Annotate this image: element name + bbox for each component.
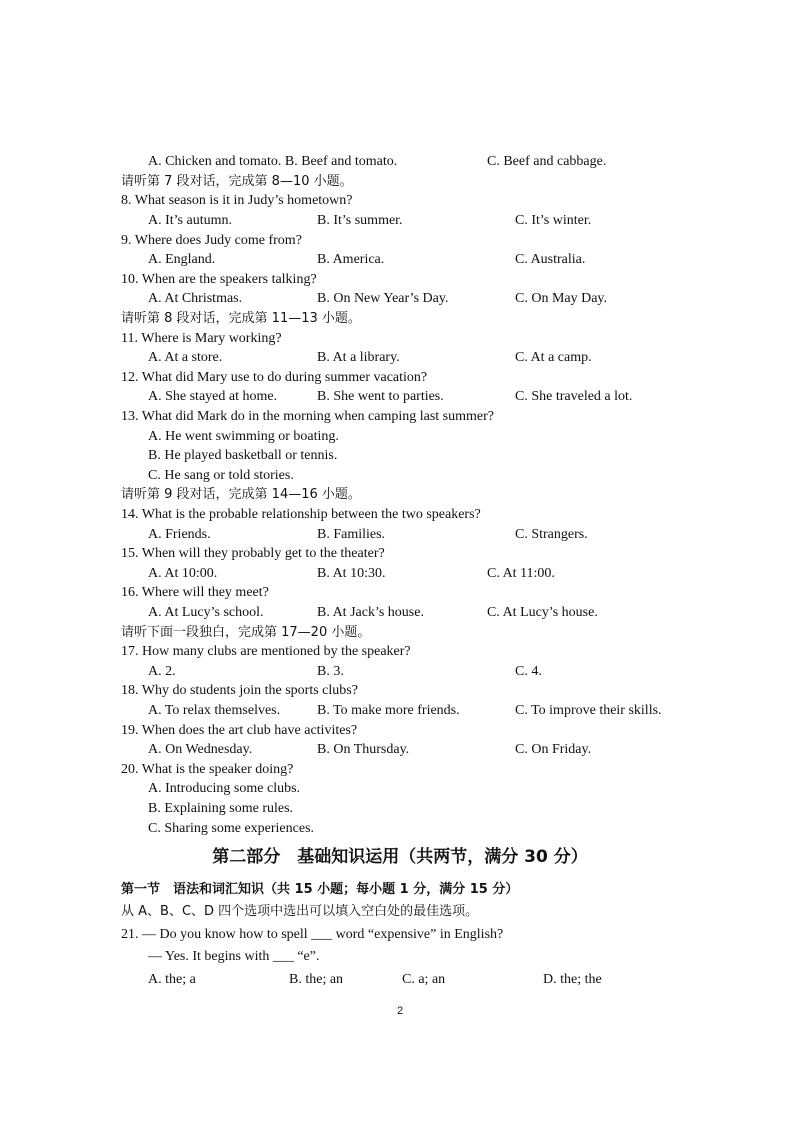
q13-option-a: A. He went swimming or boating. [148,429,339,444]
q16-option-b: B. At Jack’s house. [317,605,424,620]
q19-option-a: A. On Wednesday. [148,742,253,757]
q7-option-c: C. Beef and cabbage. [487,154,607,169]
q10-option-a: A. At Christmas. [148,291,243,306]
q19-option-c: C. On Friday. [515,742,592,757]
q14-option-c: C. Strangers. [515,527,588,542]
q21-option-b: B. the; an [289,972,344,987]
q15-option-c: C. At 11:00. [487,566,555,581]
q18-option-a: A. To relax themselves. [148,703,281,718]
q10-option-b: B. On New Year’s Day. [317,291,449,306]
q17-option-b: B. 3. [317,664,344,679]
section-one-title: 第一节 语法和词汇知识（共 15 小题；每小题 1 分，满分 15 分） [121,882,519,897]
q18-option-b: B. To make more friends. [317,703,460,718]
q16-option-c: C. At Lucy’s house. [487,605,598,620]
section-instruction-7: 请听第 7 段对话，完成第 8—10 小题。 [121,174,353,189]
q7-options-ab: A. Chicken and tomato. B. Beef and tomato. [148,154,398,169]
page-number: 2 [396,1005,404,1017]
question-19: 19. When does the art club have activites? [121,723,358,738]
question-14: 14. What is the probable relationship between the two speakers? [121,507,481,522]
q21-option-a: A. the; a [148,972,196,987]
question-8: 8. What season is it in Judy’s hometown? [121,193,353,208]
q11-option-c: C. At a camp. [515,350,592,365]
q20-option-b: B. Explaining some rules. [148,801,294,816]
q14-option-b: B. Families. [317,527,386,542]
q13-option-c: C. He sang or told stories. [148,468,294,483]
q14-option-a: A. Friends. [148,527,211,542]
q20-option-a: A. Introducing some clubs. [148,781,301,796]
question-17: 17. How many clubs are mentioned by the speaker? [121,644,411,659]
q12-option-b: B. She went to parties. [317,389,444,404]
q17-option-a: A. 2. [148,664,176,679]
q11-option-a: A. At a store. [148,350,223,365]
q21-response: — Yes. It begins with ___ “e”. [148,949,320,964]
question-12: 12. What did Mary use to do during summer vacation? [121,370,428,385]
question-15: 15. When will they probably get to the theater? [121,546,385,561]
q15-option-a: A. At 10:00. [148,566,218,581]
section-instruction-9: 请听第 9 段对话，完成第 14—16 小题。 [121,487,361,502]
question-13: 13. What did Mark do in the morning when camping last summer? [121,409,495,424]
q8-option-b: B. It’s summer. [317,213,403,228]
q13-option-b: B. He played basketball or tennis. [148,448,338,463]
q11-option-b: B. At a library. [317,350,400,365]
q10-option-c: C. On May Day. [515,291,608,306]
q12-option-a: A. She stayed at home. [148,389,278,404]
q15-option-b: B. At 10:30. [317,566,386,581]
q16-option-a: A. At Lucy’s school. [148,605,264,620]
question-21: 21. — Do you know how to spell ___ word “expensive” in English? [121,927,504,942]
question-18: 18. Why do students join the sports clubs? [121,683,358,698]
question-10: 10. When are the speakers talking? [121,272,317,287]
q9-option-a: A. England. [148,252,216,267]
q19-option-b: B. On Thursday. [317,742,410,757]
section-instruction-8: 请听第 8 段对话，完成第 11—13 小题。 [121,311,361,326]
question-9: 9. Where does Judy come from? [121,233,302,248]
q20-option-c: C. Sharing some experiences. [148,821,315,836]
section-one-instruction: 从 A、B、C、D 四个选项中选出可以填入空白处的最佳选项。 [121,904,479,919]
q8-option-a: A. It’s autumn. [148,213,232,228]
q21-option-c: C. a; an [402,972,446,987]
q8-option-c: C. It’s winter. [515,213,592,228]
q9-option-b: B. America. [317,252,385,267]
part-two-title: 第二部分 基础知识运用（共两节，满分 30 分） [212,847,588,867]
q18-option-c: C. To improve their skills. [515,703,662,718]
q9-option-c: C. Australia. [515,252,586,267]
question-20: 20. What is the speaker doing? [121,762,294,777]
section-instruction-10: 请听下面一段独白，完成第 17—20 小题。 [121,625,371,640]
question-16: 16. Where will they meet? [121,585,269,600]
q17-option-c: C. 4. [515,664,542,679]
q12-option-c: C. She traveled a lot. [515,389,633,404]
q21-option-d: D. the; the [543,972,602,987]
question-11: 11. Where is Mary working? [121,331,282,346]
